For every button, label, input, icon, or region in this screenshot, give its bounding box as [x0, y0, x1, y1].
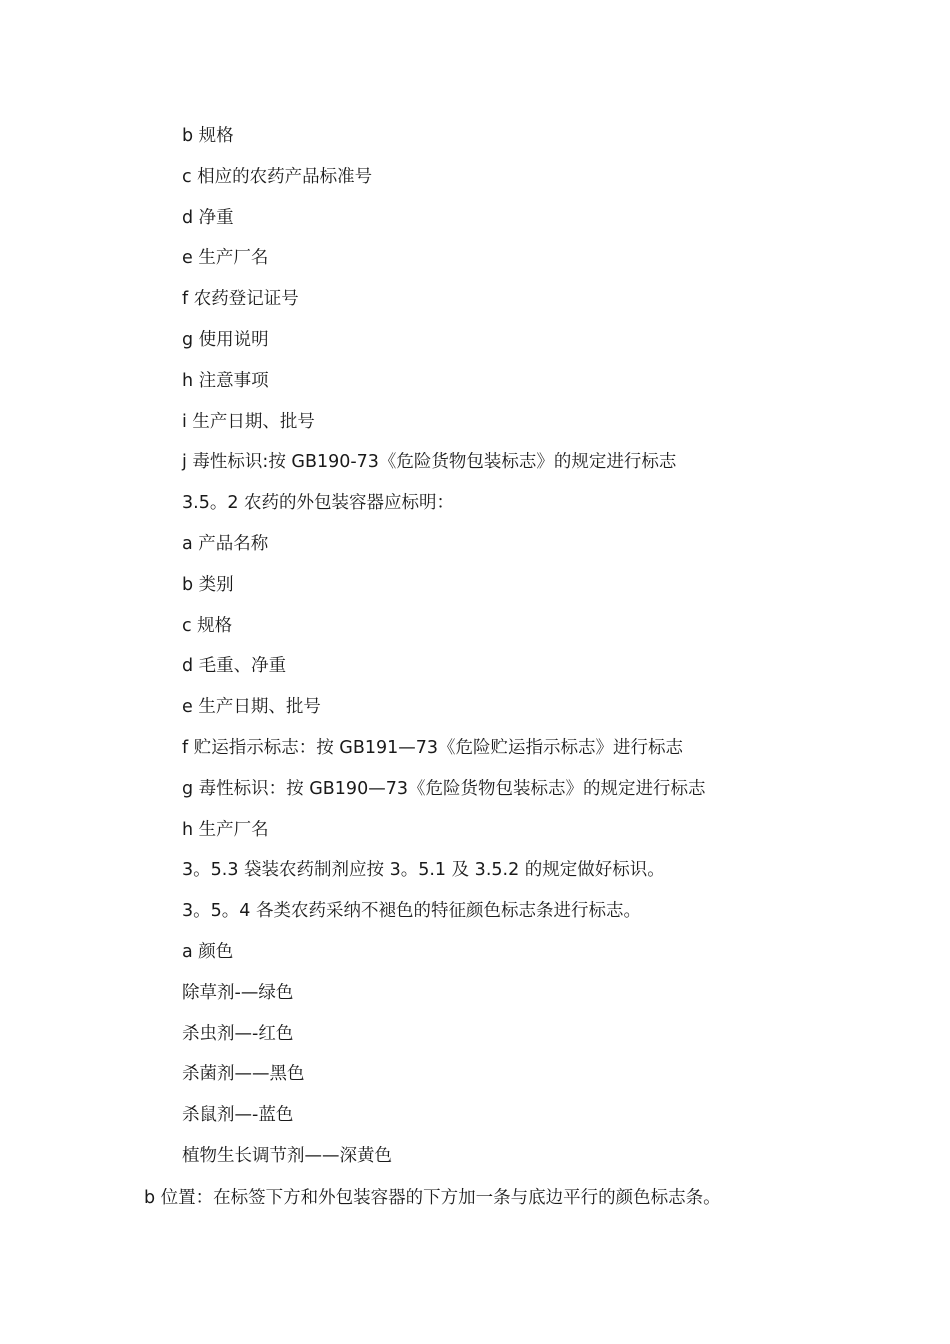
text-line-insecticide: 杀虫剂—-红色 [182, 1023, 294, 1044]
text-line-gross-net-weight: d 毛重、净重 [182, 656, 287, 677]
text-line-herbicide: 除草剂-—绿色 [182, 982, 294, 1003]
text-line-growth-regulator: 植物生长调节剂——深黄色 [182, 1145, 392, 1166]
text-line-manufacturer: e 生产厂名 [182, 248, 269, 269]
text-line-precautions: h 注意事项 [182, 370, 269, 391]
text-line-production-date-outer: e 生产日期、批号 [182, 697, 321, 718]
text-line-storage-mark: f 贮运指示标志：按 GB191—73《危险贮运指示标志》进行标志 [182, 737, 684, 758]
text-line-net-weight: d 净重 [182, 207, 234, 228]
text-line-product-name: a 产品名称 [182, 533, 269, 554]
text-line-color: a 颜色 [182, 941, 234, 962]
text-line-category: b 类别 [182, 574, 234, 595]
text-line-instructions: g 使用说明 [182, 329, 269, 350]
text-line-fungicide: 杀菌剂——黑色 [182, 1064, 305, 1085]
text-line-rodenticide: 杀鼠剂—-蓝色 [182, 1105, 294, 1126]
text-line-spec: b 规格 [182, 126, 234, 146]
text-line-toxicity-mark-outer: g 毒性标识：按 GB190—73《危险货物包装标志》的规定进行标志 [182, 778, 706, 799]
text-line-standard-number: c 相应的农药产品标准号 [182, 166, 373, 187]
text-line-spec-outer: c 规格 [182, 615, 233, 636]
text-line-registration-number: f 农药登记证号 [182, 289, 299, 310]
text-line-toxicity-mark: j 毒性标识:按 GB190-73《危险货物包装标志》的规定进行标志 [182, 452, 677, 473]
section-heading-3-5-2: 3.5。2 农药的外包装容器应标明： [182, 493, 455, 514]
text-line-manufacturer-outer: h 生产厂名 [182, 819, 269, 840]
section-heading-3-5-4: 3。5。4 各类农药采纳不褪色的特征颜色标志条进行标志。 [182, 901, 641, 922]
text-line-position: b 位置：在标签下方和外包装容器的下方加一条与底边平行的颜色标志条。 [144, 1188, 721, 1208]
document-body [182, 122, 882, 1183]
text-line-production-date: i 生产日期、批号 [182, 411, 315, 432]
section-heading-3-5-3: 3。5.3 袋装农药制剂应按 3。5.1 及 3.5.2 的规定做好标识。 [182, 860, 665, 881]
